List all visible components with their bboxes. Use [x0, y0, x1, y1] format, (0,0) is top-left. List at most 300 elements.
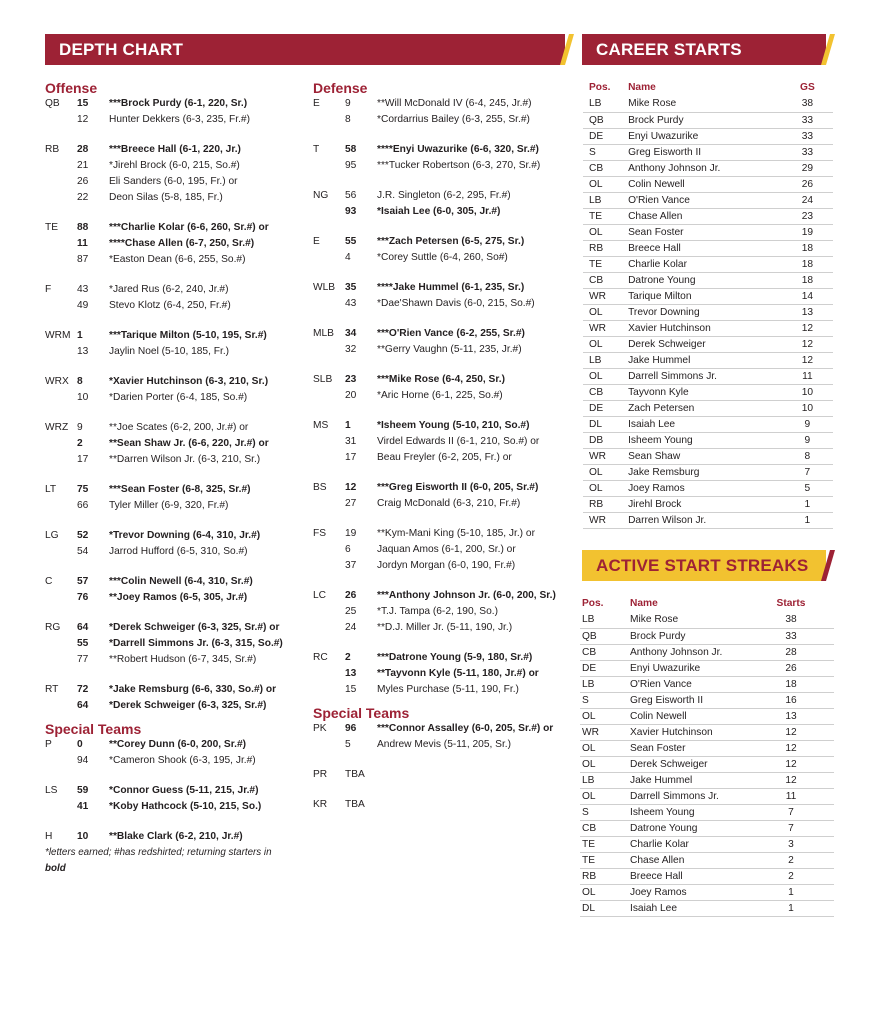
position-group: [45, 829, 305, 845]
jersey-number: 17: [345, 452, 357, 463]
player-name: ***Colin Newell (6-4, 310, Sr.#): [109, 576, 253, 587]
position-cell: LB: [583, 352, 628, 368]
depth-row: [45, 374, 305, 390]
position-group: [45, 328, 305, 360]
table-row: [580, 692, 834, 708]
player-name: Hunter Dekkers (6-3, 235, Fr.#): [109, 114, 250, 125]
count-cell: 2: [748, 868, 834, 884]
position-group: [313, 142, 575, 174]
position-label: PK: [313, 723, 327, 734]
jersey-number: 8: [345, 114, 351, 125]
player-name: Myles Purchase (5-11, 190, Fr.): [377, 684, 519, 695]
position-label: [45, 753, 77, 769]
position-cell: RB: [583, 496, 628, 512]
position-group: [45, 574, 305, 606]
depth-row: [45, 112, 305, 128]
position-label: H: [45, 831, 53, 842]
position-cell: S: [580, 804, 630, 820]
position-cell: TE: [580, 852, 630, 868]
position-cell: DB: [583, 432, 628, 448]
active-streaks-title: ACTIVE START STREAKS: [596, 556, 809, 575]
name-cell: Anthony Johnson Jr.: [628, 160, 782, 176]
depth-row: [45, 158, 305, 174]
jersey-number: 12: [345, 482, 357, 493]
depth-row: [45, 528, 305, 544]
depth-row: [313, 234, 575, 250]
player-name: Eli Sanders (6-0, 195, Fr.) or: [109, 176, 238, 187]
jersey-number: 15: [345, 684, 357, 695]
position-label: [45, 344, 77, 360]
position-group: [45, 783, 305, 815]
name-cell: Breece Hall: [630, 868, 748, 884]
position-cell: OL: [580, 708, 630, 724]
table-row: [583, 480, 833, 496]
depth-row: [313, 372, 575, 388]
player-name: **Will McDonald IV (6-4, 245, Jr.#): [377, 98, 532, 109]
table-row: [580, 884, 834, 900]
depth-row: [45, 282, 305, 298]
jersey-number: 12: [77, 114, 89, 125]
player-name: **Sean Shaw Jr. (6-6, 220, Jr.#) or: [109, 438, 269, 449]
depth-row: [313, 450, 575, 466]
table-row: [580, 660, 834, 676]
count-cell: 1: [782, 496, 833, 512]
count-cell: 12: [782, 352, 833, 368]
count-cell: 10: [782, 400, 833, 416]
player-name: *Cameron Shook (6-3, 195, Jr.#): [109, 755, 256, 766]
table-row: [583, 240, 833, 256]
player-name: ***Datrone Young (5-9, 180, Sr.#): [377, 652, 533, 663]
count-cell: 33: [782, 112, 833, 128]
name-cell: Isaiah Lee: [630, 900, 748, 916]
position-cell: LB: [580, 676, 630, 692]
player-name: Deon Silas (5-8, 185, Fr.): [109, 192, 223, 203]
jersey-number: 55: [345, 236, 357, 247]
player-name: ****Jake Hummel (6-1, 235, Sr.): [377, 282, 525, 293]
position-cell: DE: [583, 128, 628, 144]
position-group: [313, 526, 575, 574]
table-row: [583, 368, 833, 384]
player-name: *Aric Horne (6-1, 225, So.#): [377, 390, 503, 401]
position-cell: CB: [580, 644, 630, 660]
depth-row: [45, 236, 305, 252]
jersey-number: 96: [345, 723, 357, 734]
name-cell: Xavier Hutchinson: [628, 320, 782, 336]
depth-row: [45, 799, 305, 815]
position-label: [313, 558, 345, 574]
position-label: E: [313, 98, 320, 109]
name-cell: Enyi Uwazurike: [630, 660, 748, 676]
special-teams-heading: Special Teams: [313, 705, 410, 721]
table-row: [583, 464, 833, 480]
position-cell: CB: [583, 272, 628, 288]
name-cell: O'Rien Vance: [630, 676, 748, 692]
jersey-number: 6: [345, 544, 351, 555]
depth-row: [45, 574, 305, 590]
depth-row: [313, 280, 575, 296]
name-cell: Brock Purdy: [628, 112, 782, 128]
position-group: [45, 420, 305, 468]
depth-row: [313, 526, 575, 542]
depth-row: [313, 604, 575, 620]
depth-row: [45, 298, 305, 314]
count-cell: 7: [748, 804, 834, 820]
count-cell: 33: [748, 628, 834, 644]
position-label: SLB: [313, 374, 333, 385]
jersey-number: 76: [77, 592, 89, 603]
player-name: **Tayvonn Kyle (5-11, 180, Jr.#) or: [377, 668, 539, 679]
position-cell: OL: [583, 464, 628, 480]
table-row: [580, 852, 834, 868]
position-cell: RB: [583, 240, 628, 256]
count-cell: 8: [782, 448, 833, 464]
jersey-number: 58: [345, 144, 357, 155]
depth-row: [45, 544, 305, 560]
defense-heading: Defense: [313, 80, 368, 96]
position-cell: WR: [580, 724, 630, 740]
player-name: Virdel Edwards II (6-1, 210, So.#) or: [377, 436, 540, 447]
jersey-number: 52: [77, 530, 89, 541]
special-teams-heading: Special Teams: [45, 721, 142, 737]
player-name: *Cordarrius Bailey (6-3, 255, Sr.#): [377, 114, 530, 125]
jersey-number: 43: [345, 298, 357, 309]
jersey-number: 27: [345, 498, 357, 509]
player-name: ***Mike Rose (6-4, 250, Sr.): [377, 374, 505, 385]
depth-row: [45, 220, 305, 236]
table-row: [580, 756, 834, 772]
position-label: [45, 112, 77, 128]
name-cell: Joey Ramos: [628, 480, 782, 496]
count-cell: 1: [748, 884, 834, 900]
player-name: *Jirehl Brock (6-0, 215, So.#): [109, 160, 240, 171]
table-row: [583, 448, 833, 464]
position-group: [45, 282, 305, 314]
table-row: [583, 208, 833, 224]
jersey-number: 41: [77, 801, 89, 812]
name-cell: Jirehl Brock: [628, 496, 782, 512]
jersey-number: 72: [77, 684, 89, 695]
table-row: [583, 496, 833, 512]
position-label: [45, 436, 77, 452]
position-cell: OL: [580, 740, 630, 756]
player-name: ***Breece Hall (6-1, 220, Jr.): [109, 144, 241, 155]
jersey-number: 11: [77, 238, 88, 249]
jersey-number: 64: [77, 622, 89, 633]
table-row: [583, 272, 833, 288]
jersey-number: 17: [77, 454, 89, 465]
name-cell: Isheem Young: [628, 432, 782, 448]
position-cell: S: [580, 692, 630, 708]
name-cell: Chase Allen: [628, 208, 782, 224]
position-cell: WR: [583, 512, 628, 528]
jersey-number: 20: [345, 390, 357, 401]
name-cell: Sean Foster: [628, 224, 782, 240]
player-name: *Xavier Hutchinson (6-3, 210, Sr.): [109, 376, 269, 387]
depth-row: [45, 252, 305, 268]
position-label: F: [45, 284, 52, 295]
position-label: [45, 236, 77, 252]
name-cell: Mike Rose: [628, 96, 782, 112]
table-row: [583, 432, 833, 448]
depth-row: [313, 112, 575, 128]
career-starts-column-header: GS: [800, 81, 815, 93]
position-label: [45, 190, 77, 206]
position-cell: QB: [580, 628, 630, 644]
position-label: [45, 636, 77, 652]
player-name: Jarrod Hufford (6-5, 310, So.#): [109, 546, 248, 557]
player-name: *T.J. Tampa (6-2, 190, So.): [377, 606, 498, 617]
position-cell: OL: [583, 176, 628, 192]
position-cell: OL: [580, 756, 630, 772]
position-label: [45, 390, 77, 406]
depth-row: [313, 204, 575, 220]
position-label: [313, 542, 345, 558]
depth-row: [45, 783, 305, 799]
active-streaks-column-header: Pos.: [582, 597, 604, 609]
depth-row: [313, 434, 575, 450]
name-cell: Charlie Kolar: [630, 836, 748, 852]
depth-row: [45, 590, 305, 606]
position-label: WRX: [45, 376, 69, 387]
jersey-number: 55: [77, 638, 89, 649]
name-cell: Joey Ramos: [630, 884, 748, 900]
player-name: ***Greg Eisworth II (6-0, 205, Sr.#): [377, 482, 539, 493]
position-group: [45, 482, 305, 514]
player-name: ***Anthony Johnson Jr. (6-0, 200, Sr.): [377, 590, 556, 601]
position-label: NG: [313, 190, 329, 201]
legend-note-bold: bold: [45, 863, 66, 874]
jersey-number: 19: [345, 528, 357, 539]
name-cell: Tarique Milton: [628, 288, 782, 304]
career-starts-title: CAREER STARTS: [596, 40, 742, 59]
depth-row: [45, 829, 305, 845]
position-label: [313, 666, 345, 682]
depth-row: [45, 682, 305, 698]
position-cell: LB: [583, 96, 628, 112]
table-row: [583, 400, 833, 416]
table-row: [583, 112, 833, 128]
position-label: [45, 799, 77, 815]
player-name: *Koby Hathcock (5-10, 215, So.): [109, 801, 262, 812]
player-name: Tyler Miller (6-9, 320, Fr.#): [109, 500, 229, 511]
count-cell: 13: [748, 708, 834, 724]
position-label: [313, 620, 345, 636]
position-label: [313, 112, 345, 128]
table-row: [583, 352, 833, 368]
jersey-number: 35: [345, 282, 357, 293]
position-cell: OL: [583, 368, 628, 384]
position-label: P: [45, 739, 52, 750]
table-row: [583, 320, 833, 336]
count-cell: 18: [782, 240, 833, 256]
depth-row: [45, 390, 305, 406]
position-cell: CB: [580, 820, 630, 836]
name-cell: Derek Schweiger: [628, 336, 782, 352]
position-cell: DE: [583, 400, 628, 416]
name-cell: Colin Newell: [630, 708, 748, 724]
name-cell: Colin Newell: [628, 176, 782, 192]
position-label: [313, 296, 345, 312]
count-cell: 5: [782, 480, 833, 496]
name-cell: Isaiah Lee: [628, 416, 782, 432]
table-row: [580, 724, 834, 740]
position-group: [313, 188, 575, 220]
player-name: ***O'Rien Vance (6-2, 255, Sr.#): [377, 328, 525, 339]
depth-row: [313, 797, 575, 813]
jersey-number: 87: [77, 254, 89, 265]
legend-note: [45, 845, 280, 877]
jersey-number: 95: [345, 160, 357, 171]
count-cell: 9: [782, 416, 833, 432]
position-label: BS: [313, 482, 327, 493]
table-row: [580, 836, 834, 852]
position-label: [45, 544, 77, 560]
player-name: *Corey Suttle (6-4, 260, So#): [377, 252, 508, 263]
jersey-number: 66: [77, 500, 89, 511]
position-cell: RB: [580, 868, 630, 884]
jersey-number: TBA: [345, 799, 365, 810]
jersey-number: 0: [77, 739, 83, 750]
count-cell: 33: [782, 144, 833, 160]
position-cell: LB: [583, 192, 628, 208]
count-cell: 19: [782, 224, 833, 240]
position-cell: OL: [580, 788, 630, 804]
position-label: [313, 342, 345, 358]
depth-row: [45, 482, 305, 498]
name-cell: Sean Foster: [630, 740, 748, 756]
jersey-number: 25: [345, 606, 357, 617]
position-group: [45, 96, 305, 128]
name-cell: Zach Petersen: [628, 400, 782, 416]
position-cell: CB: [583, 160, 628, 176]
jersey-number: 13: [77, 346, 89, 357]
depth-row: [45, 344, 305, 360]
position-label: [45, 590, 77, 606]
depth-row: [313, 767, 575, 783]
count-cell: 9: [782, 432, 833, 448]
table-row: [580, 868, 834, 884]
position-group: [45, 220, 305, 268]
position-group: [313, 96, 575, 128]
jersey-number: 2: [77, 438, 83, 449]
player-name: **D.J. Miller Jr. (5-11, 190, Jr.): [377, 622, 513, 633]
table-row: [580, 676, 834, 692]
count-cell: 26: [748, 660, 834, 676]
depth-row: [313, 418, 575, 434]
depth-row: [45, 190, 305, 206]
career-starts-banner: [582, 34, 826, 65]
position-group: [313, 767, 575, 783]
count-cell: 12: [782, 336, 833, 352]
legend-note-text: *letters earned; #has redshirted; returning starters in: [45, 847, 272, 858]
position-label: [313, 737, 345, 753]
name-cell: O'Rien Vance: [628, 192, 782, 208]
name-cell: Greg Eisworth II: [630, 692, 748, 708]
position-label: [45, 298, 77, 314]
count-cell: 38: [782, 96, 833, 112]
name-cell: Chase Allen: [630, 852, 748, 868]
player-name: ***Tucker Robertson (6-3, 270, Sr.#): [377, 160, 541, 171]
depth-row: [45, 620, 305, 636]
count-cell: 18: [748, 676, 834, 692]
depth-row: [313, 342, 575, 358]
depth-row: [45, 498, 305, 514]
jersey-number: 26: [77, 176, 89, 187]
position-label: PR: [313, 769, 328, 780]
depth-row: [313, 326, 575, 342]
jersey-number: 32: [345, 344, 357, 355]
count-cell: 7: [748, 820, 834, 836]
depth-row: [45, 420, 305, 436]
player-name: Craig McDonald (6-3, 210, Fr.#): [377, 498, 521, 509]
jersey-number: 49: [77, 300, 89, 311]
jersey-number: 8: [77, 376, 83, 387]
jersey-number: 88: [77, 222, 89, 233]
position-label: WLB: [313, 282, 336, 293]
name-cell: Trevor Downing: [628, 304, 782, 320]
jersey-number: 2: [345, 652, 351, 663]
table-row: [583, 192, 833, 208]
career-starts-table: [583, 78, 833, 529]
depth-row: [313, 158, 575, 174]
count-cell: 11: [748, 788, 834, 804]
jersey-number: 26: [345, 590, 357, 601]
depth-row: [45, 142, 305, 158]
position-cell: OL: [583, 304, 628, 320]
player-name: ****Chase Allen (6-7, 250, Sr.#): [109, 238, 255, 249]
table-row: [583, 304, 833, 320]
position-label: [45, 158, 77, 174]
position-label: RT: [45, 684, 59, 695]
count-cell: 12: [748, 756, 834, 772]
count-cell: 23: [782, 208, 833, 224]
position-label: FS: [313, 528, 327, 539]
count-cell: 38: [748, 612, 834, 628]
player-name: Jaquan Amos (6-1, 200, Sr.) or: [377, 544, 516, 555]
name-cell: Enyi Uwazurike: [628, 128, 782, 144]
name-cell: Charlie Kolar: [628, 256, 782, 272]
player-name: **Darren Wilson Jr. (6-3, 210, Sr.): [109, 454, 261, 465]
depth-row: [313, 588, 575, 604]
player-name: **Corey Dunn (6-0, 200, Sr.#): [109, 739, 247, 750]
position-label: RB: [45, 144, 60, 155]
player-name: **Joey Ramos (6-5, 305, Jr.#): [109, 592, 248, 603]
position-cell: WR: [583, 288, 628, 304]
position-cell: OL: [583, 336, 628, 352]
name-cell: Jake Hummel: [630, 772, 748, 788]
name-cell: Datrone Young: [630, 820, 748, 836]
count-cell: 14: [782, 288, 833, 304]
depth-row: [313, 666, 575, 682]
count-cell: 11: [782, 368, 833, 384]
position-group: [45, 528, 305, 560]
jersey-number: 15: [77, 98, 89, 109]
table-row: [583, 416, 833, 432]
jersey-number: 34: [345, 328, 357, 339]
position-label: WRZ: [45, 422, 69, 433]
count-cell: 18: [782, 256, 833, 272]
player-name: ***Brock Purdy (6-1, 220, Sr.): [109, 98, 248, 109]
position-label: [45, 498, 77, 514]
jersey-number: 23: [345, 374, 357, 385]
offense-column: [45, 80, 305, 877]
position-cell: DL: [583, 416, 628, 432]
active-streaks-column-header: Starts: [776, 597, 806, 609]
active-streaks-table: [580, 594, 834, 917]
position-label: E: [313, 236, 320, 247]
player-name: *Darrell Simmons Jr. (6-3, 315, So.#): [109, 638, 283, 649]
player-name: ****Enyi Uwazurike (6-6, 320, Sr.#): [377, 144, 539, 155]
